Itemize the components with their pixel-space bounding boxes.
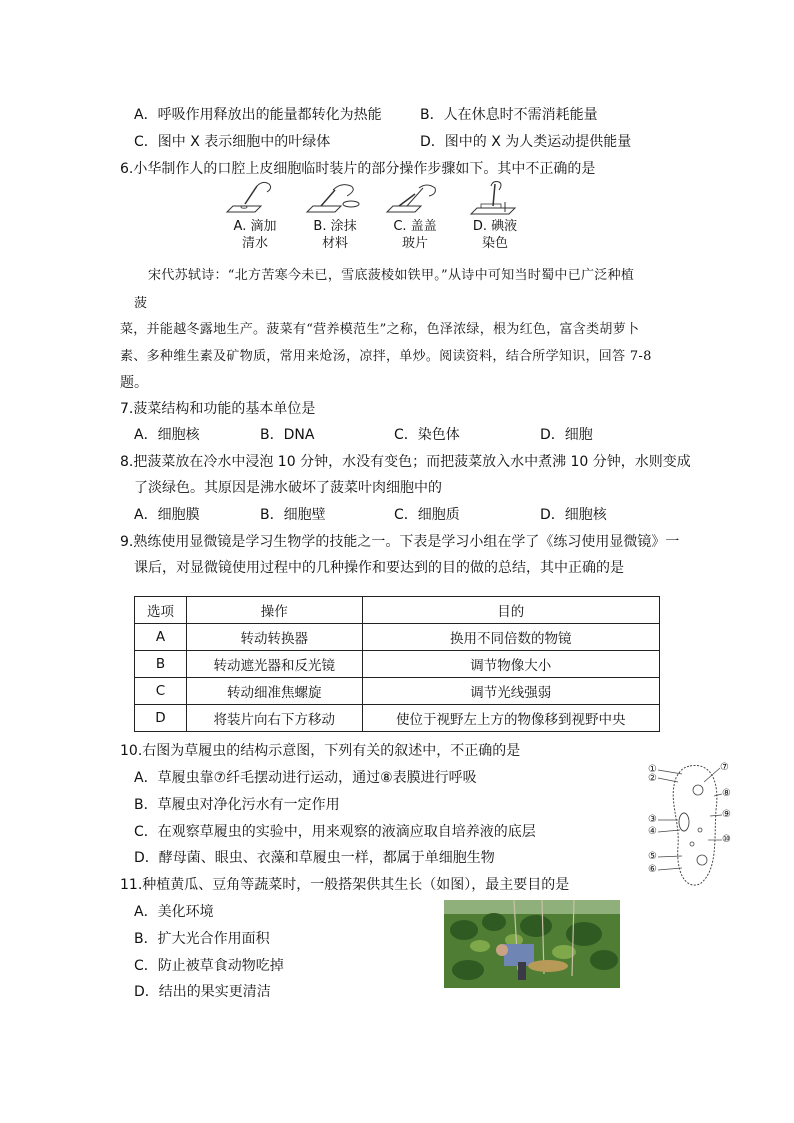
step-b-figure: [300, 178, 370, 263]
q8-stem-2: 了淡绿色。其原因是沸水破坏了菠菜叶肉细胞中的: [134, 480, 442, 496]
table-cell: D: [135, 705, 187, 732]
step-c-figure: [380, 178, 450, 263]
table-cell: A: [135, 624, 187, 651]
q8-option-d: D．细胞核: [540, 507, 607, 523]
table-cell: 换用不同倍数的物镜: [362, 624, 659, 651]
q5-option-b: B．人在休息时不需消耗能量: [420, 107, 598, 123]
q11-option-b: B．扩大光合作用面积: [134, 931, 270, 947]
label-6: ⑥: [648, 864, 657, 875]
label-2: ②: [648, 773, 657, 784]
reading-line-3: 菜，并能越冬露地生产。菠菜有“营养模范生”之称，色泽浓绿，根为红色，富含类胡萝卜: [120, 322, 640, 337]
q10-option-a: A．草履虫靠⑦纤毛摆动进行运动，通过⑧表膜进行呼吸: [134, 770, 477, 786]
paramecium-diagram: [648, 760, 740, 890]
q9-table: [134, 596, 660, 732]
column-header: 选项: [135, 597, 187, 624]
table-cell: 转动转换器: [186, 624, 362, 651]
step-a-label-1: A. 滴加: [233, 219, 277, 234]
q8-option-a: A．细胞膜: [134, 507, 200, 523]
step-d-figure: [460, 178, 530, 263]
table-row: [135, 651, 660, 678]
label-5: ⑤: [648, 851, 657, 862]
q11-option-d: D．结出的果实更清洁: [134, 984, 271, 1000]
reading-line-5: 题。: [120, 375, 148, 391]
q6-step-figures: [220, 178, 530, 263]
step-a-figure: [220, 178, 290, 263]
q7-stem: 7.菠菜结构和功能的基本单位是: [120, 401, 316, 417]
label-8: ⑧: [722, 788, 731, 799]
q9-stem-2: 课后，对显微镜使用过程中的几种操作和要达到的目的做的总结，其中正确的是: [134, 560, 624, 576]
q8-option-c: C．细胞质: [394, 507, 460, 523]
label-1: ①: [648, 764, 657, 775]
coverslip-icon: [385, 178, 445, 218]
q9-stem-1: 9.熟练使用显微镜是学习生物学的技能之一。下表是学习小组在学了《练习使用显微镜》一: [120, 534, 680, 550]
table-row: [135, 624, 660, 651]
step-d-label-2: 染色: [481, 236, 508, 251]
dropper-icon: [225, 178, 285, 218]
reading-line-4: 素、多种维生素及矿物质，常用来炝汤，凉拌，单炒。阅读资料，结合所学知识，回答 7-8: [120, 349, 652, 364]
table-cell: 调节物像大小: [362, 651, 659, 678]
table-cell: 使位于视野左上方的物像移到视野中央: [362, 705, 659, 732]
step-b-label-1: B. 涂抹: [313, 219, 357, 234]
q11-stem: 11.种植黄瓜、豆角等蔬菜时，一般搭架供其生长（如图），最主要目的是: [120, 877, 570, 893]
q7-option-d: D．细胞: [540, 427, 593, 443]
q7-option-b: B．DNA: [260, 427, 315, 443]
table-row: [135, 705, 660, 732]
q6-stem: 6.小华制作人的口腔上皮细胞临时装片的部分操作步骤如下。其中不正确的是: [120, 161, 596, 177]
q7-option-c: C．染色体: [394, 427, 460, 443]
reading-line-2: 菠: [134, 296, 148, 311]
step-a-label-2: 清水: [241, 236, 268, 251]
q10-option-b: B．草履虫对净化污水有一定作用: [134, 797, 340, 813]
q5-option-a: A．呼吸作用释放出的能量都转化为热能: [134, 107, 382, 123]
trellis-vegetable-photo: [444, 900, 620, 988]
table-cell: 将装片向右下方移动: [186, 705, 362, 732]
q8-stem-1: 8.把菠菜放在冷水中浸泡 10 分钟，水没有变色；而把菠菜放入水中煮沸 10 分钟，水则变成: [120, 454, 691, 470]
q11-option-c: C．防止被草食动物吃掉: [134, 958, 284, 974]
column-header: 操作: [186, 597, 362, 624]
table-row: [135, 678, 660, 705]
q5-option-c: C．图中 X 表示细胞中的叶绿体: [134, 134, 331, 150]
q8-option-b: B．细胞壁: [260, 507, 326, 523]
table-header-row: [135, 597, 660, 624]
q11-option-a: A．美化环境: [134, 904, 214, 920]
label-3: ③: [648, 814, 657, 825]
q10-stem: 10.右图为草履虫的结构示意图，下列有关的叙述中，不正确的是: [120, 743, 521, 759]
stain-icon: [465, 178, 525, 218]
step-b-label-2: 材料: [321, 236, 348, 251]
paramecium-outline: [648, 760, 740, 890]
column-header: 目的: [362, 597, 659, 624]
table-cell: 转动遮光器和反光镜: [186, 651, 362, 678]
reading-line-1: 宋代苏轼诗：“北方苦寒今未已，雪底菠棱如铁甲。”从诗中可知当时蜀中已广泛种植: [148, 268, 635, 283]
label-9: ⑨: [722, 809, 731, 820]
garden-scene: [444, 900, 620, 988]
step-c-label-2: 玻片: [401, 236, 428, 251]
label-10: ⑩: [722, 834, 731, 845]
step-c-label-1: C. 盖盖: [393, 219, 437, 234]
q10-option-c: C．在观察草履虫的实验中，用来观察的液滴应取自培养液的底层: [134, 824, 536, 840]
step-d-label-1: D. 碘液: [472, 219, 518, 234]
table-cell: 调节光线强弱: [362, 678, 659, 705]
q5-option-d: D．图中的 X 为人类运动提供能量: [420, 134, 632, 150]
table-cell: B: [135, 651, 187, 678]
table-cell: C: [135, 678, 187, 705]
label-4: ④: [648, 826, 657, 837]
table-cell: 转动细准焦螺旋: [186, 678, 362, 705]
label-7: ⑦: [720, 762, 729, 773]
q10-option-d: D．酵母菌、眼虫、衣藻和草履虫一样，都属于单细胞生物: [134, 850, 495, 866]
q7-option-a: A．细胞核: [134, 427, 200, 443]
smear-icon: [305, 178, 365, 218]
